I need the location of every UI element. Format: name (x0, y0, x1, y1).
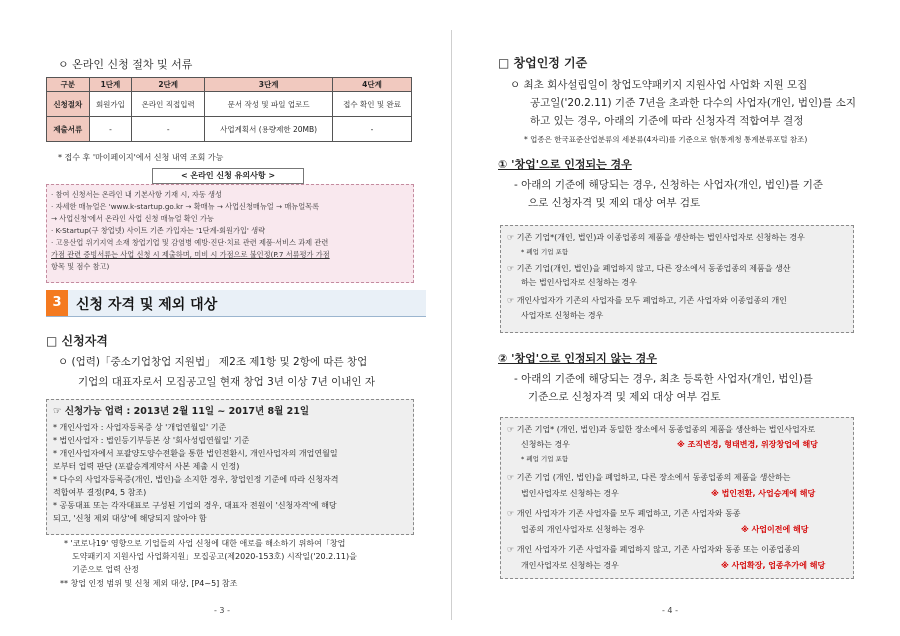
box-line: 되고, '신청 제외 대상'에 해당되지 않아야 함 (53, 514, 207, 523)
notice-line: 항목 및 점수 참고) (51, 262, 110, 271)
table-cell: 온라인 직접입력 (132, 92, 205, 117)
box-line: * 공동대표 또는 각자대표로 구성된 기업의 경우, 대표자 전원이 '신청자격'에 해당 (53, 501, 337, 510)
table-header: 3단계 (205, 78, 333, 92)
table-header: 2단계 (132, 78, 205, 92)
table-header: 1단계 (89, 78, 132, 92)
section-header (46, 290, 426, 317)
online-procedure-heading: ㅇ 온라인 신청 절차 및 서류 (58, 58, 193, 71)
page-number: - 4 - (662, 606, 678, 615)
table-cell: 사업계획서 (용량제한 20MB) (205, 117, 333, 142)
box-line: ☞ 개인 사업자가 기존 사업자를 폐업하지 않고, 기존 사업자와 동종 또는 이종업종의 (507, 545, 800, 554)
table-header: 4단계 (333, 78, 412, 92)
sub-heading: □ 신청자격 (46, 334, 108, 348)
table-row (47, 117, 412, 142)
box-line: 신청하는 경우 (521, 440, 570, 449)
covid-note: * '코로나19' 영향으로 기업들의 사업 신청에 대한 애로를 해소하기 위하여「창업 (64, 539, 346, 548)
table-row (47, 92, 412, 117)
eligibility-line: 기업의 대표자로서 모집공고일 현재 창업 3년 이상 7년 이내인 자 (78, 376, 375, 388)
case1-desc: - 아래의 기준에 해당되는 경우, 신청하는 사업자(개인, 법인)를 기준 (514, 179, 824, 191)
case2-desc: 기준으로 신청자격 및 제외 대상 여부 검토 (528, 391, 721, 403)
table-note: * 접수 후 '마이페이지'에서 신청 내역 조회 가능 (58, 153, 224, 162)
table-cell: - (333, 117, 412, 142)
case1-box (500, 225, 854, 333)
box-note: * 폐업 기업 포함 (521, 248, 569, 256)
notice-line: 가점 관련 증빙서류는 사업 신청 시 제출하며, 미비 시 가점으로 불인정(P.7 서류평가 가점 (51, 250, 330, 259)
notice-line: · 고용산업 위기지역 소재 창업기업 및 감염병 예방·진단·치료 관련 제품·서비스 과제 관련 (51, 238, 329, 247)
eligibility-line: ㅇ (업력)「중소기업창업 지원법」 제2조 제1항 및 2항에 따른 창업 (58, 356, 368, 368)
case2-heading: ② '창업'으로 인정되지 않는 경우 (498, 352, 657, 365)
section-number: 3 (46, 290, 68, 316)
box-line: ☞ 기존 기업(개인, 법인)을 폐업하지 않고, 다른 장소에서 동종업종의 제품을 생산 (507, 264, 791, 273)
covid-note: 도약패키지 지원사업 사업화지원」모집공고(제2020-153호) 시작일('20.2.11)을 (72, 552, 357, 561)
row-label: 신청절차 (47, 92, 90, 117)
notice-line: · K-Startup(구 창업넷) 사이트 기존 가입자는 '1단계-회원가입' 생략 (51, 226, 266, 235)
procedure-table (46, 77, 412, 142)
right-page (452, 0, 900, 636)
eligibility-box (46, 399, 414, 535)
box-note: * 폐업 기업 포함 (521, 455, 569, 463)
box-line: * 법인사업자 : 법인등기부등본 상 '회사성립연월일' 기준 (53, 436, 250, 445)
table-header-row (47, 78, 412, 92)
box-line: ☞ 기존 기업*(개인, 법인)과 이종업종의 제품을 생산하는 법인사업자로 신청하는 경우 (507, 233, 805, 242)
box-title: ☞ 신청가능 업력 : 2013년 2월 11일 ~ 2017년 8월 21일 (53, 406, 310, 417)
intro-line: ㅇ 최초 회사설립일이 창업도약패키지 지원사업 사업화 지원 모집 (510, 79, 808, 91)
box-line: * 개인사업자에서 포괄양도양수전환을 통한 법인전환시, 개인사업자의 개업연월일 (53, 449, 338, 458)
box-line: ☞ 개인 사업자가 기존 사업자를 모두 폐업하고, 기존 사업자와 동종 (507, 509, 741, 518)
box-line: 하는 법인사업자로 신청하는 경우 (521, 278, 637, 287)
notice-title: < 온라인 신청 유의사항 > (152, 168, 304, 184)
box-line: * 다수의 사업자등록증(개인, 법인)을 소지한 경우, 창업인정 기준에 따라 신청자격 (53, 475, 339, 484)
box-red-note: ※ 조직변경, 형태변경, 위장창업에 해당 (677, 440, 818, 449)
intro-line: 공고일('20.2.11) 기준 7년을 초과한 다수의 사업자(개인, 법인)를 소지 (530, 97, 857, 109)
notice-line: · 자세한 매뉴얼은 'www.k-startup.go.kr → 확매뉴 → 사업신청매뉴얼 → 매뉴얼목록 (51, 202, 320, 211)
row-label: 제출서류 (47, 117, 90, 142)
criteria-heading: □ 창업인정 기준 (498, 56, 588, 70)
reference-note: ** 창업 인정 범위 및 신청 제외 대상, [P4~5] 참조 (60, 579, 238, 588)
notice-line: → 사업신청'에서 온라인 사업 신청 매뉴얼 확인 가능 (51, 214, 214, 223)
case2-box (500, 417, 854, 579)
box-line: 로부터 업력 판단 (포괄승계계약서 사본 제출 시 인정) (53, 462, 240, 471)
table-cell: 접수 확인 및 완료 (333, 92, 412, 117)
intro-note: * 업종은 한국표준산업분류의 세분류(4자리)를 기준으로 함(통계청 통계분류포털 참조) (524, 135, 808, 144)
box-line: 사업자로 신청하는 경우 (521, 311, 604, 320)
table-cell: 문서 작성 및 파일 업로드 (205, 92, 333, 117)
page-number: - 3 - (214, 606, 230, 615)
box-line: ☞ 기존 기업* (개인, 법인)과 동일한 장소에서 동종업종의 제품을 생산하는 법인사업자로 (507, 425, 816, 434)
box-line: 업종의 개인사업자로 신청하는 경우 (521, 525, 645, 534)
box-red-note: ※ 법인전환, 사업승계에 해당 (711, 489, 816, 498)
covid-note: 기준으로 업력 산정 (72, 565, 139, 574)
table-cell: - (89, 117, 132, 142)
table-cell: - (132, 117, 205, 142)
table-header: 구분 (47, 78, 90, 92)
box-line: ☞ 기존 기업 (개인, 법인)을 폐업하고, 다른 장소에서 동종업종의 제품을 생산하는 (507, 473, 791, 482)
case1-heading: ① '창업'으로 인정되는 경우 (498, 158, 632, 171)
section-title: 신청 자격 및 제외 대상 (76, 297, 218, 313)
box-line: 개인사업자로 신청하는 경우 (521, 561, 619, 570)
notice-box (46, 184, 414, 283)
case1-desc: 으로 신청자격 및 제외 대상 여부 검토 (528, 197, 701, 209)
case2-desc: - 아래의 기준에 해당되는 경우, 최초 등록한 사업자(개인, 법인)를 (514, 373, 813, 385)
box-line: ☞ 개인사업자가 기존의 사업자를 모두 폐업하고, 기존 사업자와 이종업종의 개인 (507, 296, 787, 305)
box-red-note: ※ 사업이전에 해당 (741, 525, 809, 534)
box-line: 적합여부 결정(P4, 5 참조) (53, 488, 147, 497)
table-cell: 회원가입 (89, 92, 132, 117)
intro-line: 하고 있는 경우, 아래의 기준에 따라 신청자격 적합여부 결정 (530, 115, 804, 127)
box-line: * 개인사업자 : 사업자등록증 상 '개업연월일' 기준 (53, 423, 227, 432)
box-line: 법인사업자로 신청하는 경우 (521, 489, 619, 498)
box-red-note: ※ 사업확장, 업종추가에 해당 (721, 561, 826, 570)
notice-line: · 참여 신청서는 온라인 내 기본사항 기재 시, 자동 생성 (51, 190, 222, 199)
